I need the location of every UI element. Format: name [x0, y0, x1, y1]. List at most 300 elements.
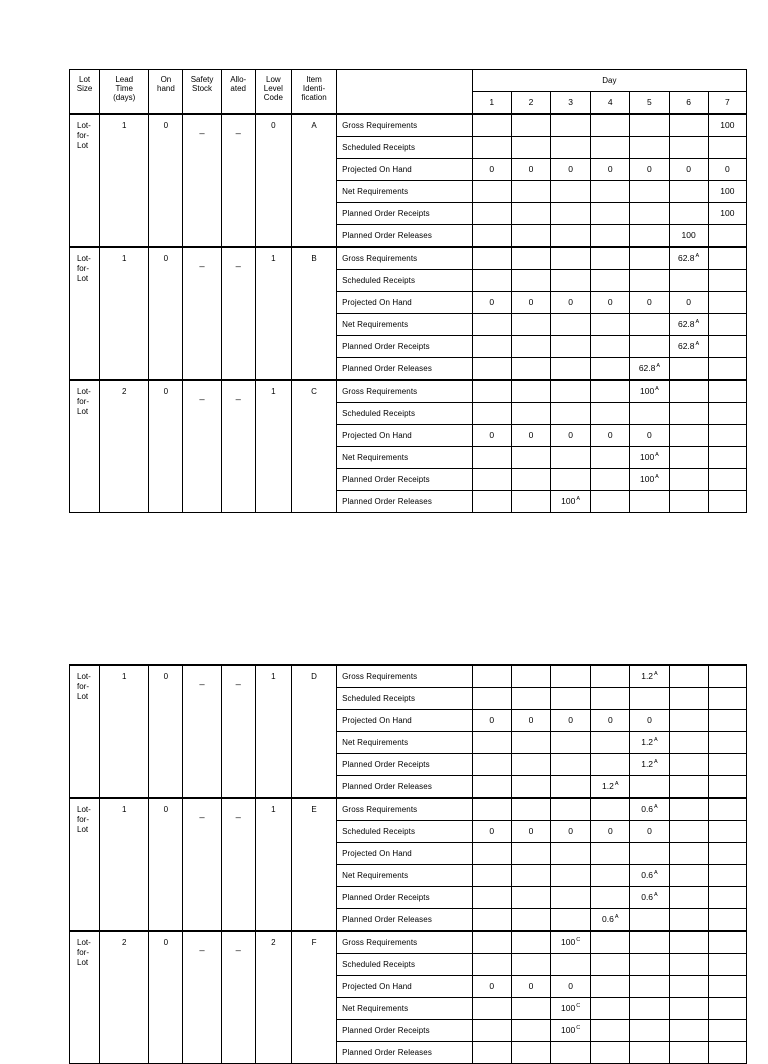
day-value-cell — [630, 732, 669, 754]
day-value-cell — [669, 1042, 708, 1064]
requirement-label: Planned Order Receipts — [337, 203, 473, 225]
day-value-cell — [511, 976, 550, 998]
day-value-cell — [511, 491, 550, 513]
lot-size-line: Lot- — [77, 805, 91, 814]
lot-size-cell — [70, 247, 100, 380]
mrp-table-top — [69, 69, 747, 513]
day-value-cell — [551, 998, 591, 1020]
lead-time-cell: 1 — [100, 247, 149, 380]
requirement-label: Projected On Hand — [337, 159, 473, 181]
day-value-cell — [472, 887, 511, 909]
cell-value: 0 — [568, 715, 573, 725]
day-value-cell — [708, 336, 746, 358]
day-value-cell — [591, 336, 630, 358]
day-value-cell — [472, 665, 511, 688]
item-id-cell: C — [291, 380, 336, 513]
lead-time-cell: 2 — [100, 380, 149, 513]
day-value-cell — [708, 403, 746, 425]
lot-size-cell — [70, 114, 100, 247]
day-value-cell — [472, 843, 511, 865]
day-value-cell — [708, 665, 746, 688]
requirement-label: Planned Order Releases — [337, 491, 473, 513]
day-value-cell — [511, 798, 550, 821]
day-value-cell — [630, 181, 669, 203]
day-value-cell — [591, 665, 630, 688]
day-value-cell — [511, 998, 550, 1020]
lead-time-cell: 1 — [100, 665, 149, 798]
day-number-7: 7 — [708, 92, 746, 115]
safety-stock-value: _ — [199, 257, 205, 267]
day-value-cell — [472, 754, 511, 776]
safety-stock-value: _ — [199, 675, 205, 685]
day-value-cell — [591, 491, 630, 513]
day-value-cell — [669, 976, 708, 998]
cell-value: 0 — [647, 297, 652, 307]
day-value-cell — [511, 159, 550, 181]
day-value-cell — [511, 887, 550, 909]
day-value-cell — [669, 270, 708, 292]
day-value-cell — [630, 225, 669, 248]
requirement-label: Projected On Hand — [337, 710, 473, 732]
safety-stock-cell — [183, 114, 221, 247]
day-value-cell — [551, 1042, 591, 1064]
day-value-cell — [591, 159, 630, 181]
cell-value: 0 — [489, 297, 495, 307]
cell-superscript: C — [576, 1003, 581, 1009]
lead-time-cell: 1 — [100, 114, 149, 247]
requirement-label: Planned Order Releases — [337, 1042, 473, 1064]
cell-value: 0 — [528, 430, 534, 440]
day-value-cell — [511, 776, 550, 799]
lot-size-cell — [70, 798, 100, 931]
day-value-cell — [551, 425, 591, 447]
day-value-cell — [630, 469, 669, 491]
cell-value: 0 — [568, 430, 573, 440]
day-value-cell — [708, 1020, 746, 1042]
cell-value: 100 — [561, 1025, 576, 1035]
day-value-cell — [551, 181, 591, 203]
safety-stock-value: _ — [199, 390, 205, 400]
cell-value: 0 — [647, 826, 652, 836]
cell-value: 100 — [639, 452, 655, 462]
cell-value: 0 — [528, 297, 534, 307]
day-value-cell — [591, 732, 630, 754]
day-value-cell — [591, 821, 630, 843]
day-value-cell — [669, 887, 708, 909]
lot-size-line: for- — [77, 131, 89, 140]
day-value-cell — [511, 425, 550, 447]
header-allocated: Allo- ated — [221, 70, 255, 115]
day-value-cell — [511, 909, 550, 932]
lot-size-line: for- — [77, 397, 89, 406]
day-value-cell — [551, 976, 591, 998]
day-value-cell — [511, 688, 550, 710]
day-value-cell — [630, 247, 669, 270]
on-hand-cell: 0 — [149, 247, 183, 380]
day-value-cell — [708, 159, 746, 181]
day-value-cell — [511, 1020, 550, 1042]
day-value-cell — [472, 314, 511, 336]
day-value-cell — [630, 754, 669, 776]
day-value-cell — [591, 469, 630, 491]
requirement-label: Scheduled Receipts — [337, 821, 473, 843]
allocated-cell — [221, 380, 255, 513]
day-value-cell — [511, 292, 550, 314]
day-value-cell — [669, 225, 708, 248]
lot-size-line: Lot- — [77, 387, 91, 396]
table-row — [70, 665, 747, 688]
day-value-cell — [630, 203, 669, 225]
lot-size-line: Lot — [77, 692, 89, 701]
requirement-label: Net Requirements — [337, 314, 473, 336]
day-value-cell — [669, 688, 708, 710]
mrp-table-bottom — [69, 664, 747, 1064]
day-value-cell — [591, 865, 630, 887]
requirement-label: Gross Requirements — [337, 247, 473, 270]
requirement-label: Planned Order Receipts — [337, 469, 473, 491]
day-value-cell — [669, 159, 708, 181]
cell-superscript: A — [654, 892, 658, 898]
day-value-cell — [511, 358, 550, 381]
header-lot-size: Lot Size — [70, 70, 100, 115]
cell-value: 0 — [528, 164, 534, 174]
cell-value: 0.6 — [641, 892, 654, 902]
lot-size-line: Lot — [77, 825, 89, 834]
day-value-cell — [591, 225, 630, 248]
safety-stock-cell — [183, 247, 221, 380]
day-value-cell — [708, 469, 746, 491]
day-value-cell — [591, 843, 630, 865]
allocated-cell — [221, 798, 255, 931]
safety-stock-cell — [183, 380, 221, 513]
day-number-6: 6 — [669, 92, 708, 115]
cell-value: 0 — [607, 164, 613, 174]
requirement-label: Planned Order Releases — [337, 225, 473, 248]
day-value-cell — [551, 865, 591, 887]
day-value-cell — [511, 821, 550, 843]
day-value-cell — [511, 447, 550, 469]
day-value-cell — [472, 976, 511, 998]
day-value-cell — [551, 225, 591, 248]
cell-value: 0.6 — [602, 914, 614, 924]
day-value-cell — [708, 909, 746, 932]
day-value-cell — [472, 1042, 511, 1064]
day-value-cell — [708, 1042, 746, 1064]
day-value-cell — [511, 314, 550, 336]
day-value-cell — [551, 1020, 591, 1042]
day-value-cell — [669, 203, 708, 225]
cell-value: 0 — [489, 981, 495, 991]
day-value-cell — [472, 292, 511, 314]
lot-size-cell — [70, 380, 100, 513]
day-value-cell — [630, 1042, 669, 1064]
cell-value: 0 — [607, 826, 613, 836]
day-value-cell — [669, 447, 708, 469]
day-value-cell — [472, 776, 511, 799]
requirement-label: Planned Order Receipts — [337, 1020, 473, 1042]
requirement-label: Planned Order Receipts — [337, 336, 473, 358]
day-value-cell — [472, 425, 511, 447]
safety-stock-value: _ — [199, 124, 205, 134]
day-value-cell — [630, 292, 669, 314]
day-value-cell — [551, 380, 591, 403]
day-value-cell — [472, 336, 511, 358]
day-value-cell — [630, 931, 669, 954]
day-value-cell — [630, 314, 669, 336]
cell-value: 100 — [561, 937, 576, 947]
day-value-cell — [511, 114, 550, 137]
day-value-cell — [669, 665, 708, 688]
day-value-cell — [472, 181, 511, 203]
low-level-code-cell: 0 — [255, 114, 291, 247]
day-value-cell — [708, 425, 746, 447]
low-level-code-cell: 1 — [255, 665, 291, 798]
day-value-cell — [630, 688, 669, 710]
requirement-label: Net Requirements — [337, 732, 473, 754]
day-number-2: 2 — [511, 92, 550, 115]
day-value-cell — [511, 865, 550, 887]
lot-size-line: Lot — [77, 407, 89, 416]
header-safety-stock: Safety Stock — [183, 70, 221, 115]
cell-superscript: A — [655, 386, 659, 392]
day-value-cell — [630, 976, 669, 998]
day-value-cell — [472, 469, 511, 491]
day-value-cell — [708, 776, 746, 799]
day-value-cell — [551, 843, 591, 865]
day-value-cell — [669, 425, 708, 447]
cell-value: 100 — [681, 230, 696, 240]
low-level-code-cell: 1 — [255, 798, 291, 931]
day-value-cell — [708, 137, 746, 159]
cell-value: 100 — [720, 120, 735, 130]
day-value-cell — [630, 710, 669, 732]
requirement-label: Projected On Hand — [337, 843, 473, 865]
day-value-cell — [669, 865, 708, 887]
day-value-cell — [669, 954, 708, 976]
day-value-cell — [708, 931, 746, 954]
requirement-label: Scheduled Receipts — [337, 688, 473, 710]
day-number-1: 1 — [472, 92, 511, 115]
requirement-label: Planned Order Releases — [337, 358, 473, 381]
item-id-cell: D — [291, 665, 336, 798]
day-value-cell — [511, 710, 550, 732]
day-value-cell — [551, 954, 591, 976]
day-value-cell — [472, 710, 511, 732]
day-value-cell — [511, 181, 550, 203]
day-value-cell — [551, 447, 591, 469]
day-value-cell — [551, 665, 591, 688]
day-value-cell — [591, 1042, 630, 1064]
day-value-cell — [630, 380, 669, 403]
allocated-value: _ — [235, 941, 241, 951]
day-value-cell — [669, 491, 708, 513]
day-value-cell — [551, 887, 591, 909]
day-value-cell — [630, 998, 669, 1020]
day-value-cell — [591, 292, 630, 314]
lot-size-line: Lot — [77, 141, 89, 150]
cell-superscript: A — [656, 363, 661, 369]
lot-size-cell — [70, 665, 100, 798]
day-value-cell — [511, 931, 550, 954]
requirement-label: Scheduled Receipts — [337, 403, 473, 425]
cell-value: 0.6 — [641, 804, 654, 814]
day-value-cell — [669, 247, 708, 270]
cell-value: 0 — [568, 826, 573, 836]
requirement-label: Planned Order Receipts — [337, 887, 473, 909]
day-value-cell — [551, 821, 591, 843]
cell-superscript: A — [614, 781, 619, 787]
day-value-cell — [630, 821, 669, 843]
cell-value: 1.2 — [602, 781, 614, 791]
day-value-cell — [669, 821, 708, 843]
lot-size-line: for- — [77, 815, 89, 824]
day-value-cell — [591, 358, 630, 381]
table-row — [70, 114, 747, 137]
day-value-cell — [630, 358, 669, 381]
day-value-cell — [669, 137, 708, 159]
table-row — [70, 247, 747, 270]
day-value-cell — [551, 469, 591, 491]
day-value-cell — [708, 380, 746, 403]
day-value-cell — [551, 710, 591, 732]
day-value-cell — [551, 336, 591, 358]
mrp-body-bottom — [70, 665, 747, 1064]
cell-value: 100 — [561, 1003, 576, 1013]
table-row — [70, 931, 747, 954]
day-value-cell — [472, 688, 511, 710]
day-value-cell — [708, 954, 746, 976]
safety-stock-value: _ — [199, 808, 205, 818]
day-value-cell — [591, 447, 630, 469]
cell-superscript: A — [695, 253, 700, 259]
cell-superscript: A — [695, 341, 700, 347]
day-value-cell — [708, 865, 746, 887]
day-value-cell — [472, 821, 511, 843]
on-hand-cell: 0 — [149, 931, 183, 1064]
requirement-label: Gross Requirements — [337, 114, 473, 137]
day-value-cell — [511, 336, 550, 358]
safety-stock-cell — [183, 665, 221, 798]
day-value-cell — [511, 247, 550, 270]
day-value-cell — [591, 403, 630, 425]
day-value-cell — [472, 798, 511, 821]
day-value-cell — [669, 710, 708, 732]
day-value-cell — [630, 843, 669, 865]
day-value-cell — [630, 887, 669, 909]
day-value-cell — [551, 203, 591, 225]
day-value-cell — [472, 909, 511, 932]
requirement-label: Gross Requirements — [337, 380, 473, 403]
day-value-cell — [669, 380, 708, 403]
day-value-cell — [630, 865, 669, 887]
day-value-cell — [669, 931, 708, 954]
cell-value: 100 — [561, 496, 576, 506]
day-value-cell — [591, 688, 630, 710]
day-value-cell — [630, 776, 669, 799]
day-value-cell — [551, 137, 591, 159]
day-value-cell — [591, 976, 630, 998]
day-value-cell — [630, 159, 669, 181]
on-hand-cell: 0 — [149, 380, 183, 513]
day-value-cell — [669, 314, 708, 336]
day-value-cell — [630, 114, 669, 137]
cell-superscript: C — [576, 1025, 581, 1031]
allocated-cell — [221, 247, 255, 380]
day-value-cell — [551, 732, 591, 754]
day-value-cell — [591, 909, 630, 932]
day-value-cell — [472, 247, 511, 270]
allocated-value: _ — [235, 808, 241, 818]
day-value-cell — [591, 314, 630, 336]
allocated-cell — [221, 931, 255, 1064]
day-value-cell — [551, 491, 591, 513]
day-value-cell — [591, 887, 630, 909]
day-value-cell — [472, 270, 511, 292]
cell-superscript: A — [654, 737, 658, 743]
day-value-cell — [472, 1020, 511, 1042]
day-value-cell — [591, 203, 630, 225]
day-value-cell — [630, 954, 669, 976]
cell-value: 0 — [607, 430, 613, 440]
allocated-value: _ — [235, 257, 241, 267]
day-value-cell — [669, 403, 708, 425]
cell-superscript: A — [654, 870, 658, 876]
day-value-cell — [591, 710, 630, 732]
day-value-cell — [591, 954, 630, 976]
day-value-cell — [551, 776, 591, 799]
day-value-cell — [630, 909, 669, 932]
day-value-cell — [591, 270, 630, 292]
day-value-cell — [472, 931, 511, 954]
day-value-cell — [630, 1020, 669, 1042]
day-value-cell — [472, 114, 511, 137]
lot-size-line: Lot — [77, 958, 89, 967]
requirement-label: Net Requirements — [337, 447, 473, 469]
item-id-cell: F — [291, 931, 336, 1064]
day-value-cell — [669, 292, 708, 314]
day-value-cell — [591, 754, 630, 776]
day-value-cell — [591, 247, 630, 270]
day-value-cell — [551, 114, 591, 137]
cell-value: 0 — [647, 430, 652, 440]
cell-value: 0 — [647, 715, 652, 725]
day-value-cell — [630, 270, 669, 292]
lot-size-line: for- — [77, 948, 89, 957]
day-value-cell — [669, 843, 708, 865]
on-hand-cell: 0 — [149, 665, 183, 798]
day-value-cell — [551, 314, 591, 336]
day-value-cell — [630, 447, 669, 469]
day-value-cell — [669, 732, 708, 754]
allocated-value: _ — [235, 675, 241, 685]
day-value-cell — [551, 358, 591, 381]
cell-value: 0 — [568, 981, 573, 991]
day-value-cell — [472, 403, 511, 425]
cell-value: 0 — [686, 164, 691, 174]
day-value-cell — [511, 754, 550, 776]
requirement-label: Planned Order Releases — [337, 776, 473, 799]
lot-size-line: Lot- — [77, 254, 91, 263]
cell-value: 62.8 — [677, 253, 695, 263]
day-value-cell — [708, 821, 746, 843]
requirement-label: Planned Order Releases — [337, 909, 473, 932]
day-value-cell — [511, 1042, 550, 1064]
cell-value: 0 — [724, 164, 730, 174]
cell-value: 0 — [647, 164, 652, 174]
day-value-cell — [472, 225, 511, 248]
cell-superscript: A — [655, 452, 659, 458]
day-value-cell — [511, 270, 550, 292]
